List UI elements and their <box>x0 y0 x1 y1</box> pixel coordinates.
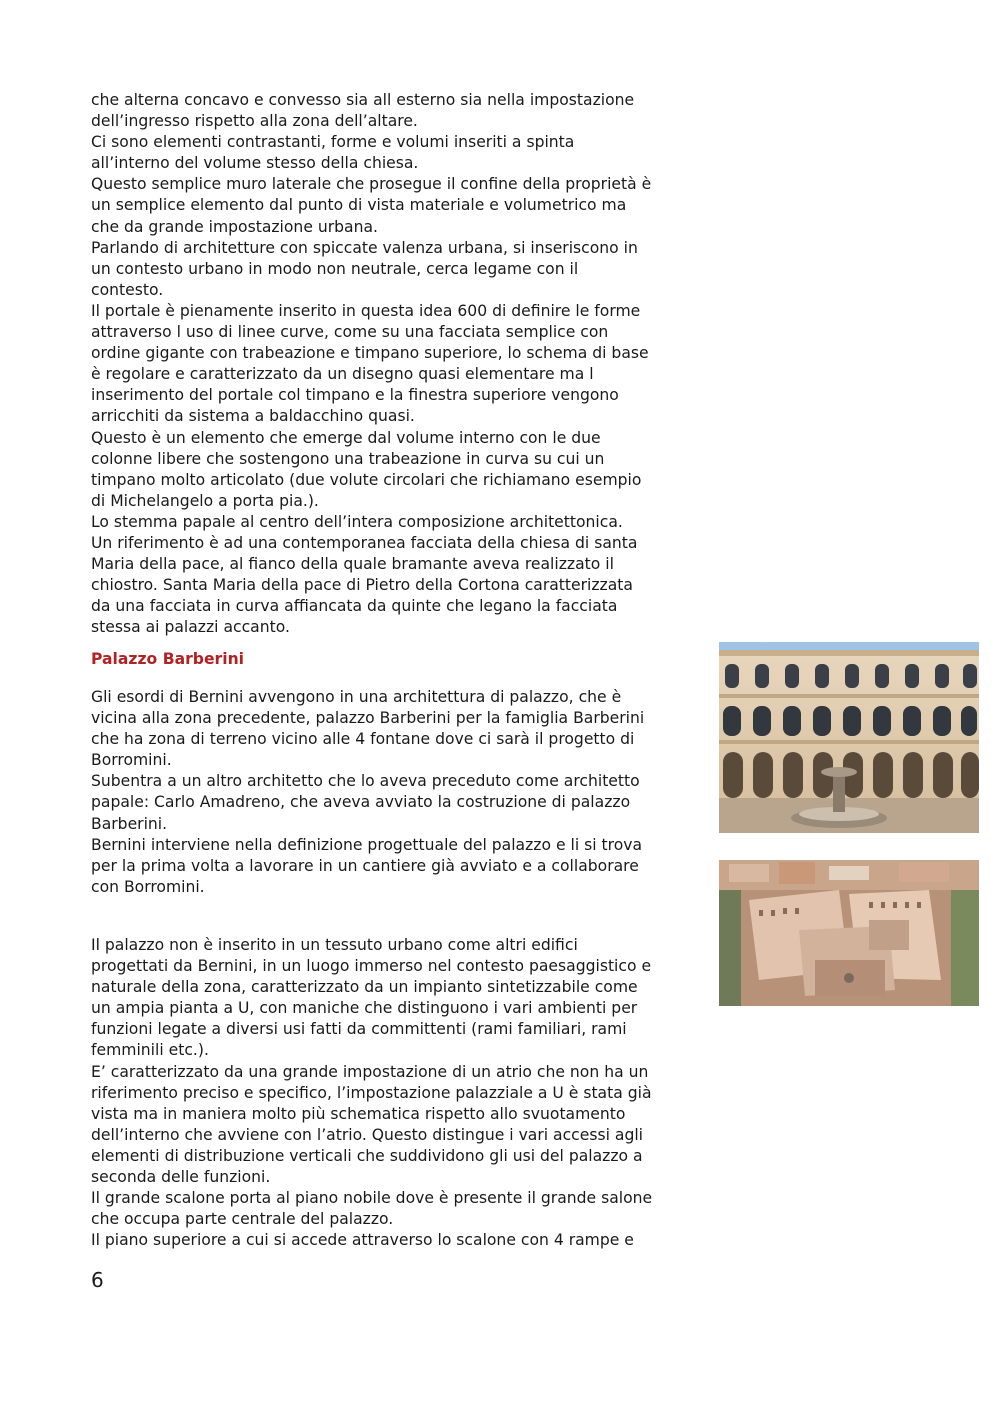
text-line: di Michelangelo a porta pia.). <box>91 491 319 510</box>
text-line: Borromini. <box>91 751 172 770</box>
text-line: vista ma in maniera molto più schematica rispetto allo svuotamento <box>91 1104 626 1123</box>
text-line: contesto. <box>91 280 164 299</box>
text-line: un ampia pianta a U, con maniche che distinguono i vari ambienti per <box>91 999 638 1018</box>
text-line: riferimento preciso e specifico, l’impostazione palazziale a U è stata già <box>91 1083 652 1102</box>
text-line: Il palazzo non è inserito in un tessuto urbano come altri edifici <box>91 936 578 954</box>
text-line: papale: Carlo Amadreno, che aveva avviato la costruzione di palazzo <box>91 793 631 812</box>
text-line: Parlando di architetture con spiccate valenza urbana, si inseriscono in <box>91 238 638 257</box>
text-line: Gli esordi di Bernini avvengono in una architettura di palazzo, che è <box>91 688 622 706</box>
text-line: seconda delle funzioni. <box>91 1168 271 1187</box>
body-text-block-2 <box>91 687 706 898</box>
text-line: con Borromini. <box>91 877 205 896</box>
text-line: colonne libere che sostengono una trabeazione in curva su cui un <box>91 449 605 468</box>
palazzo-facade-photo <box>719 642 979 833</box>
text-line: Barberini. <box>91 814 168 833</box>
text-line: che alterna concavo e convesso sia all esterno sia nella impostazione <box>91 91 635 109</box>
text-line: progettati da Bernini, in un luogo immerso nel contesto paesaggistico e <box>91 957 652 976</box>
text-line: Subentra a un altro architetto che lo aveva preceduto come architetto <box>91 772 640 791</box>
text-line: Lo stemma papale al centro dell’intera composizione architettonica. <box>91 512 623 531</box>
text-line: che da grande impostazione urbana. <box>91 217 379 236</box>
page-number: 6 <box>91 1268 104 1292</box>
text-line: Il portale è pienamente inserito in questa idea 600 di definire le forme <box>91 301 641 320</box>
body-text-block-3 <box>91 935 706 1251</box>
text-line: vicina alla zona precedente, palazzo Barberini per la famiglia Barberini <box>91 709 645 728</box>
text-line: Maria della pace, al fianco della quale bramante aveva realizzato il <box>91 555 614 574</box>
text-line: che ha zona di terreno vicino alle 4 fontane dove ci sarà il progetto di <box>91 730 635 749</box>
text-line: Bernini interviene nella definizione progettuale del palazzo e li si trova <box>91 835 643 854</box>
text-line: dell’interno che avviene con l’atrio. Questo distingue i vari accessi agli <box>91 1125 644 1144</box>
text-line: da una facciata in curva affiancata da quinte che legano la facciata <box>91 597 618 616</box>
text-line: naturale della zona, caratterizzato da un impianto sintetizzabile come <box>91 978 638 997</box>
text-line: Questo semplice muro laterale che prosegue il confine della proprietà è <box>91 175 652 194</box>
text-line: arricchiti da sistema a baldacchino quasi. <box>91 407 415 426</box>
text-line: stessa ai palazzi accanto. <box>91 618 290 637</box>
text-line: dell’ingresso rispetto alla zona dell’altare. <box>91 112 418 131</box>
text-line: un semplice elemento dal punto di vista materiale e volumetrico ma <box>91 196 627 215</box>
text-line: chiostro. Santa Maria della pace di Pietro della Cortona caratterizzata <box>91 576 633 595</box>
text-line: che occupa parte centrale del palazzo. <box>91 1210 394 1229</box>
text-line: elementi di distribuzione verticali che suddividono gli usi del palazzo a <box>91 1146 643 1165</box>
text-line: funzioni legate a diversi usi fatti da committenti (rami familiari, rami <box>91 1020 627 1039</box>
text-line: timpano molto articolato (due volute circolari che richiamano esempio <box>91 470 642 489</box>
text-line: un contesto urbano in modo non neutrale, cerca legame con il <box>91 259 579 278</box>
text-line: Il grande scalone porta al piano nobile dove è presente il grande salone <box>91 1189 653 1208</box>
text-line: attraverso l uso di linee curve, come su una facciata semplice con <box>91 323 609 342</box>
text-line: femminili etc.). <box>91 1041 209 1060</box>
text-line: ordine gigante con trabeazione e timpano superiore, lo schema di base <box>91 344 649 363</box>
text-line: Questo è un elemento che emerge dal volume interno con le due <box>91 428 601 447</box>
section-heading: Palazzo Barberini <box>91 650 245 668</box>
text-line: all’interno del volume stesso della chiesa. <box>91 154 419 173</box>
text-line: E’ caratterizzato da una grande impostazione di un atrio che non ha un <box>91 1062 649 1081</box>
palazzo-aerial-photo <box>719 860 979 1006</box>
text-line: inserimento del portale col timpano e la finestra superiore vengono <box>91 386 619 405</box>
text-line: è regolare e caratterizzato da un disegno quasi elementare ma l <box>91 365 594 384</box>
text-line: Ci sono elementi contrastanti, forme e volumi inseriti a spinta <box>91 133 575 152</box>
text-line: per la prima volta a lavorare in un cantiere già avviato e a collaborare <box>91 856 639 875</box>
text-line: Un riferimento è ad una contemporanea facciata della chiesa di santa <box>91 533 638 552</box>
text-line: Il piano superiore a cui si accede attraverso lo scalone con 4 rampe e <box>91 1231 634 1250</box>
body-text-block-1 <box>91 90 706 638</box>
